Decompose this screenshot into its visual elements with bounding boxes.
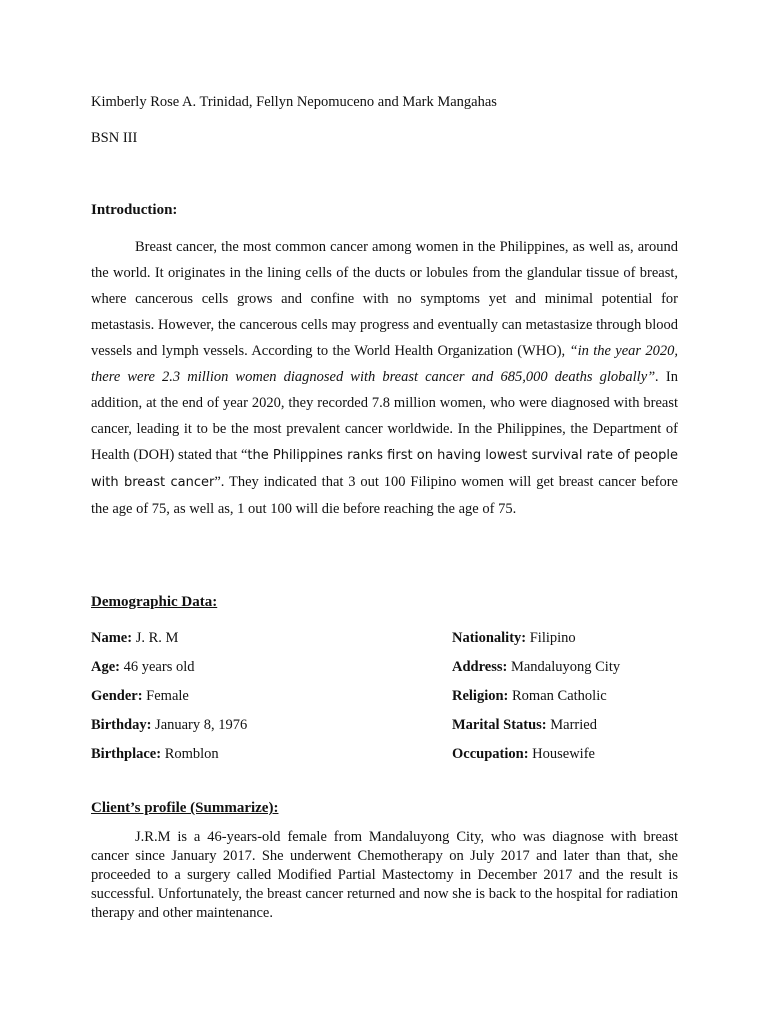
demo-row-name [91, 628, 247, 657]
profile-heading: Client’s profile (Summarize): [91, 800, 279, 816]
demo-value: Romblon [164, 746, 219, 762]
authors-line: Kimberly Rose A. Trinidad, Fellyn Nepomuceno and Mark Mangahas [91, 94, 497, 110]
demographic-heading: Demographic Data: [91, 594, 218, 610]
demographic-right-column [452, 628, 620, 773]
demo-label: Age: [91, 659, 120, 675]
demo-label: Birthplace: [91, 746, 162, 762]
demo-row-birthplace [91, 744, 247, 773]
demo-label: Address: [452, 659, 508, 675]
demo-value: Female [146, 688, 189, 704]
demo-label: Nationality: [452, 630, 527, 646]
demo-value: January 8, 1976 [155, 717, 248, 733]
demo-row-birthday [91, 715, 247, 744]
demo-value: Filipino [529, 630, 576, 646]
intro-text-2: In addition, at the end of year 2020, they recorded 7.8 million women, who were diagnosed with breast cancer, leading it to be the most prevalent cancer worldwide. In the Philippines, the Department of Health (DOH) stated that “ [91, 369, 678, 463]
demo-value: 46 years old [123, 659, 195, 675]
demo-label: Birthday: [91, 717, 152, 733]
intro-text-1: Breast cancer, the most common cancer among women in the Philippines, as well as, around the world. It originates in the lining cells of the ducts or lobules from the glandular tissue of breast, where cancerous cells grows and confine with no symptoms yet and minimal potential for metastasis. However, the cancerous cells may progress and eventually can metastasize through blood vessels and lymph vessels. According to the World Health Organization (WHO), [91, 239, 678, 359]
introduction-heading: Introduction: [91, 202, 178, 218]
doh-quote: the Philippines ranks first on having lowest survival rate of people with breast cancer [91, 448, 678, 490]
demographic-left-column [91, 628, 247, 773]
demo-label: Gender: [91, 688, 143, 704]
demo-row-occupation [452, 744, 620, 773]
course-line: BSN III [91, 130, 138, 146]
demo-label: Religion: [452, 688, 509, 704]
demo-row-marital-status [452, 715, 620, 744]
intro-text-3: ”. They indicated that 3 out 100 Filipino women will get breast cancer before the age of 75, as well as, 1 out 100 will die before reaching the age of 75. [91, 474, 678, 517]
demo-row-religion [452, 686, 620, 715]
profile-paragraph: J.R.M is a 46-years-old female from Mandaluyong City, who was diagnose with breast cancer since January 2017. She underwent Chemotherapy on July 2017 and later than that, she proceeded to a surgery called Modified Partial Mastectomy in December 2017 and the result is successful. Unfortunately, the breast cancer returned and now she is back to the hospital for radiation therapy and other maintenance. [91, 829, 678, 921]
demo-value: Married [550, 717, 597, 733]
demo-label: Name: [91, 630, 133, 646]
demo-row-age [91, 657, 247, 686]
demo-value: Roman Catholic [512, 688, 607, 704]
demo-label: Occupation: [452, 746, 529, 762]
who-quote: “in the year 2020, there were 2.3 million women diagnosed with breast cancer and 685,000 deaths globally”. [91, 343, 678, 385]
introduction-paragraph [91, 234, 678, 522]
demo-value: Mandaluyong City [510, 659, 621, 675]
demo-label: Marital Status: [452, 717, 547, 733]
demo-row-address [452, 657, 620, 686]
demo-value: Housewife [532, 746, 595, 762]
demo-row-nationality [452, 628, 620, 657]
demo-value: J. R. M [135, 630, 179, 646]
demo-row-gender [91, 686, 247, 715]
